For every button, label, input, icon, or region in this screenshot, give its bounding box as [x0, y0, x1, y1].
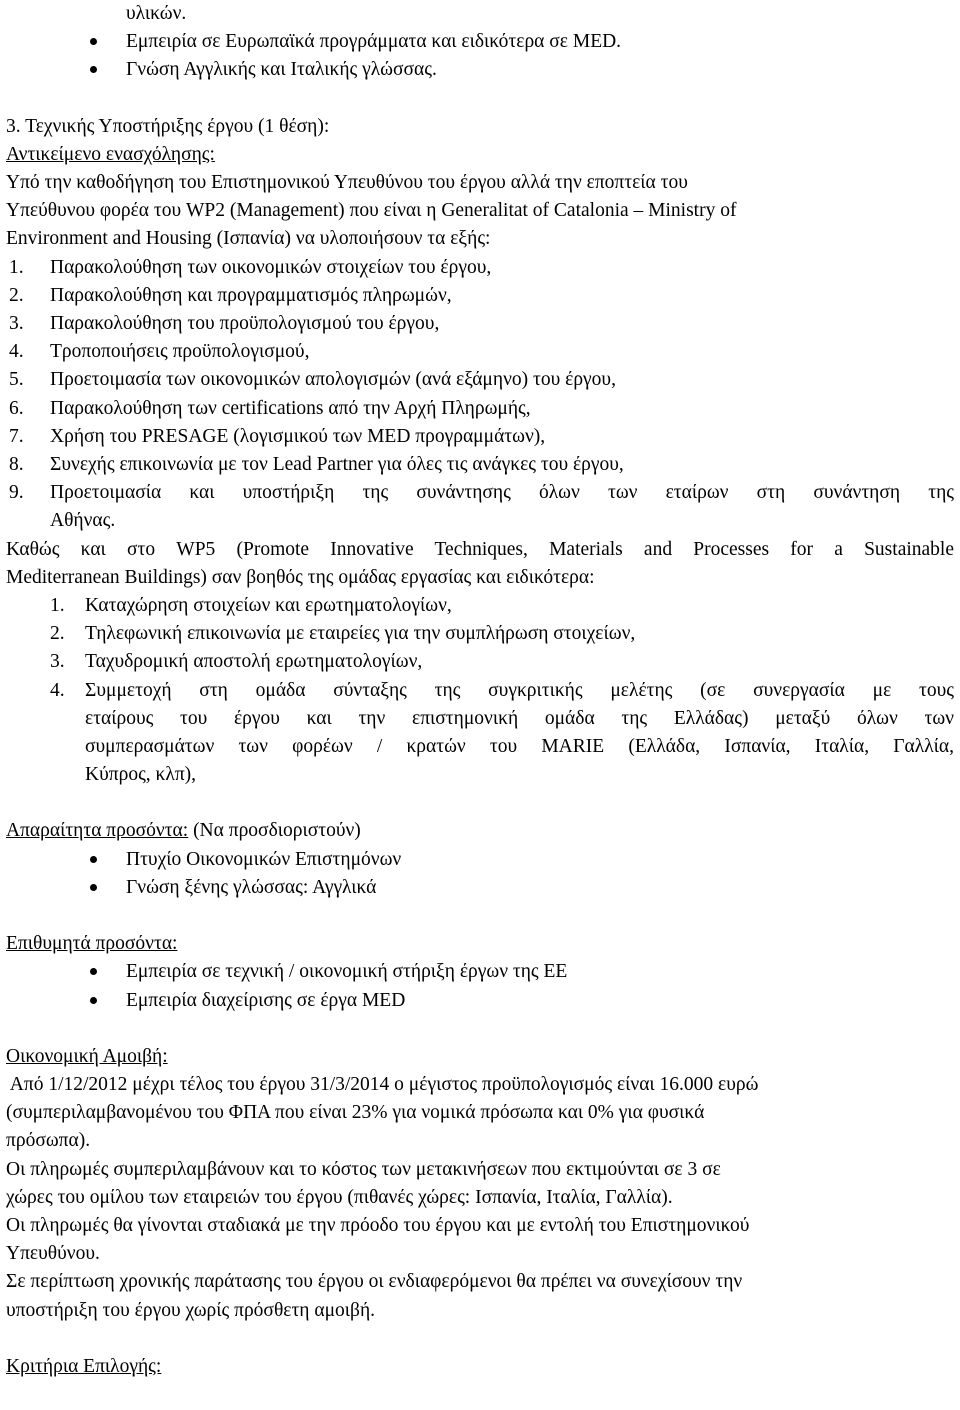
required-item: Γνώση ξένης γλώσσας: Αγγλικά — [6, 874, 954, 902]
top-fragment: υλικών. — [126, 3, 187, 24]
object-label: Αντικείμενο ενασχόλησης: — [6, 143, 215, 165]
pay-line: Οι πληρωμές συμπεριλαμβάνουν και το κόστος των μετακινήσεων που εκτιμούνται σε 3 σε — [6, 1158, 721, 1180]
bullet-icon — [90, 38, 97, 45]
required-item: Πτυχίο Οικονομικών Επιστημόνων — [6, 846, 954, 874]
wp5-line: Καθώς και στο WP5 (Promote Innovative Techniques, Materials and Processes for a Sustainable — [6, 538, 954, 560]
section-heading: 3. Τεχνικής Υποστήριξης έργου (1 θέση): — [6, 115, 330, 137]
desired-item: Εμπειρία διαχείρισης σε έργα MED — [6, 987, 954, 1015]
intro-line: Environment and Housing (Ισπανία) να υλοποιήσουν τα εξής: — [6, 228, 491, 250]
list-item: 1. Καταχώρηση στοιχείων και ερωτηματολογίων, — [50, 595, 452, 617]
pay-line: Υπευθύνου. — [6, 1243, 100, 1265]
wp5-line: Mediterranean Buildings) σαν βοηθός της ομάδας εργασίας και ειδικότερα: — [6, 566, 595, 588]
intro-line: Υπεύθυνου φορέα του WP2 (Management) που είναι η Generalitat of Catalonia – Ministry of — [6, 200, 737, 222]
task-list — [6, 254, 954, 536]
list-item: 4. Τροποποιήσεις προϋπολογισμού, — [9, 341, 310, 363]
document-page — [6, 0, 954, 1381]
list-item: 6. Παρακολούθηση των certifications από την Αρχή Πληρωμής, — [9, 397, 531, 419]
list-item: 2. Τηλεφωνική επικοινωνία με εταιρείες για την συμπλήρωση στοιχείων, — [50, 623, 636, 645]
required-heading: Απαραίτητα προσόντα: (Να προσδιοριστούν) — [6, 820, 361, 842]
list-item: 3. Ταχυδρομική αποστολή ερωτηματολογίων, — [50, 651, 423, 673]
criteria-heading: Κριτήρια Επιλογής: — [6, 1355, 162, 1377]
pay-line: χώρες του ομίλου των εταιρειών του έργου (πιθανές χώρες: Ισπανία, Ιταλία, Γαλλία). — [6, 1186, 673, 1208]
list-item: 8. Συνεχής επικοινωνία με τον Lead Partner για όλες τις ανάγκες του έργου, — [9, 454, 624, 476]
pay-line: Από 1/12/2012 μέχρι τέλος του έργου 31/3/2014 ο μέγιστος προϋπολογισμός είναι 16.000 ευρώ — [6, 1073, 759, 1095]
pay-heading: Οικονομική Αμοιβή: — [6, 1045, 168, 1067]
pay-line: (συμπεριλαμβανομένου του ΦΠΑ που είναι 23% για νομικά πρόσωπα και 0% για φυσικά — [6, 1102, 705, 1124]
pay-line: Σε περίπτωση χρονικής παράτασης του έργου οι ενδιαφερόμενοι θα πρέπει να συνεχίσουν την — [6, 1271, 743, 1293]
bullet-icon — [90, 856, 97, 863]
list-item: 3. Παρακολούθηση του προϋπολογισμού του έργου, — [9, 313, 440, 335]
list-item: 4. Συμμετοχή στη ομάδα σύνταξης της συγκριτικής μελέτης (σε συνεργασία με τους εταίρους του έργου και την επιστημονική ομάδα της Ελλάδας) μεταξύ όλων των συμπερασμάτων των φορέων / κρατών του MARIE (Ελλάδα, Ισπανία, Ιταλία, Γαλλία, Κύπρος, κλπ), — [50, 679, 954, 786]
list-item: 5. Προετοιμασία των οικονομικών απολογισμών (ανά εξάμηνο) του έργου, — [9, 369, 616, 391]
desired-item: Εμπειρία σε τεχνική / οικονομική στήριξη έργων της ΕΕ — [6, 958, 954, 986]
bullet-icon — [90, 884, 97, 891]
pay-line: πρόσωπα). — [6, 1130, 91, 1152]
list-item: 1. Παρακολούθηση των οικονομικών στοιχείων του έργου, — [9, 256, 492, 278]
top-bullet-item: Γνώση Αγγλικής και Ιταλικής γλώσσας. — [6, 56, 954, 84]
desired-heading: Επιθυμητά προσόντα: — [6, 933, 178, 955]
list-item: 9. Προετοιμασία και υποστήριξη της συνάντησης όλων των εταίρων στη συνάντηση της Αθήνας. — [9, 482, 954, 532]
bullet-icon — [90, 968, 97, 975]
pay-line: Οι πληρωμές θα γίνονται σταδιακά με την πρόοδο του έργου και με εντολή του Επιστημονικού — [6, 1214, 750, 1236]
bullet-icon — [90, 66, 97, 73]
list-item: 2. Παρακολούθηση και προγραμματισμός πληρωμών, — [9, 284, 452, 306]
intro-line: Υπό την καθοδήγηση του Επιστημονικού Υπευθύνου του έργου αλλά την εποπτεία του — [6, 172, 688, 194]
pay-line: υποστήριξη του έργου χωρίς πρόσθετη αμοιβή. — [6, 1299, 376, 1321]
top-bullet-item: Εμπειρία σε Ευρωπαϊκά προγράμματα και ειδικότερα σε MED. — [6, 28, 954, 56]
bullet-icon — [90, 997, 97, 1004]
list-item: 7. Χρήση του PRESAGE (λογισμικού των MED προγραμμάτων), — [9, 425, 546, 447]
wp5-task-list — [6, 592, 954, 789]
